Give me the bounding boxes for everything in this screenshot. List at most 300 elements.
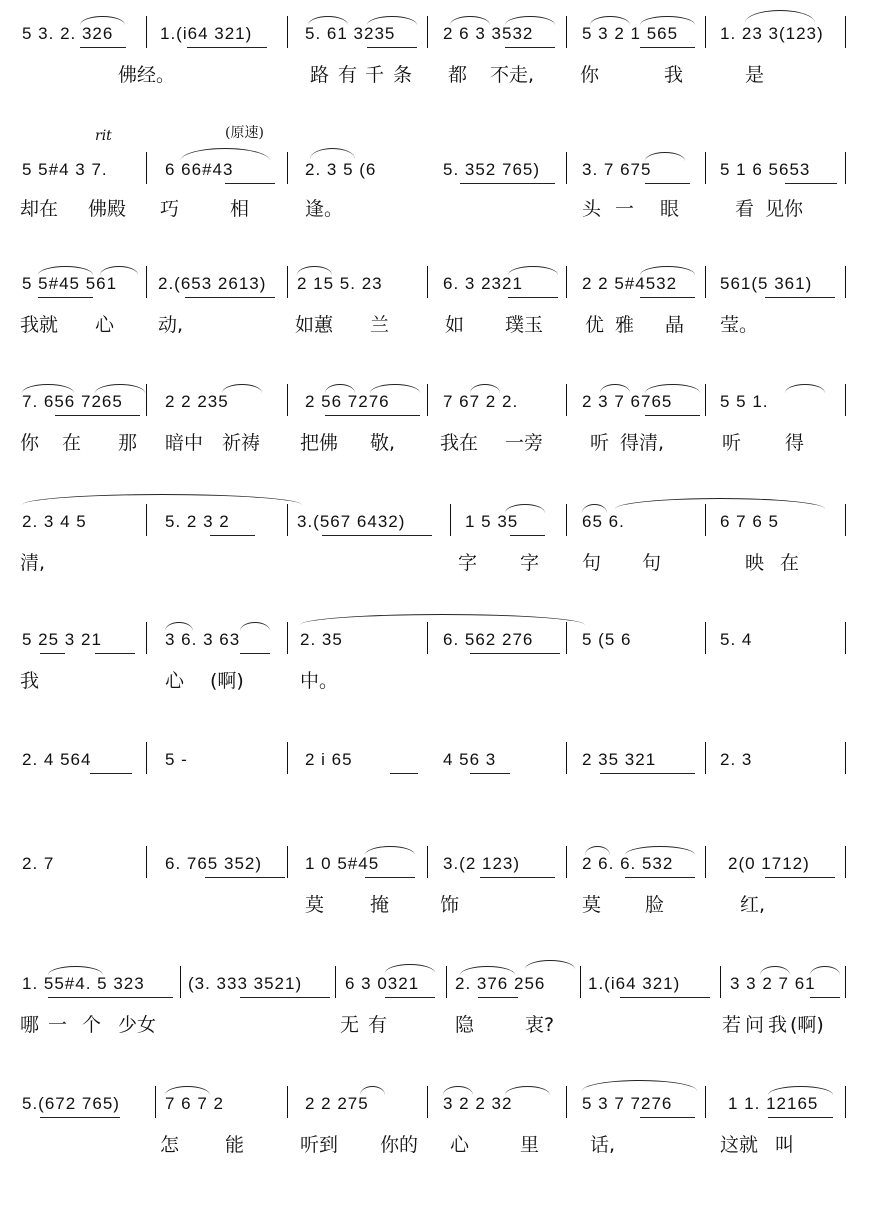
barline [845,1086,846,1118]
measure: 3. 7 675 [582,160,652,179]
slur [645,384,700,393]
measure: 2. 376 256 [455,974,546,993]
underline [185,297,275,298]
lyric: 祈祷 [222,432,261,454]
barline [287,266,288,298]
barline [845,622,846,654]
slur [240,622,270,631]
slur [505,504,545,513]
measure: 2 6. 6. 532 [582,854,674,873]
underline [322,535,432,536]
slur [470,384,500,393]
barline [720,966,721,998]
lyrics-line [0,430,873,460]
lyric: 那 [118,432,138,454]
score-system-5 [0,498,873,628]
lyric: 一 [48,1014,68,1036]
measure: 2 35 321 [582,750,657,769]
measure: 1 1. 12165 [728,1094,819,1113]
measure: 1.(i64 321) [160,24,253,43]
notation-line [0,260,873,302]
score-system-9 [0,960,873,1090]
slur [645,152,685,161]
lyric: 我 [20,670,40,692]
measure: 6. 765 352) [165,854,263,873]
underline [480,877,555,878]
lyric: 在 [780,552,800,574]
notation-line [0,736,873,778]
barline [566,846,567,878]
lyrics-line [0,312,873,342]
barline [705,846,706,878]
slur [95,384,145,393]
underline [765,877,835,878]
lyric: 路 [310,64,330,86]
measure: 3 3 2 7 61 [730,974,816,993]
underline [625,877,695,878]
underline [478,997,518,998]
slur [745,10,815,23]
barline [287,152,288,184]
measure: 5 1 6 5653 [720,160,811,179]
lyric: 心 [95,314,115,336]
measure: 2(0 1712) [728,854,810,873]
lyric: 莫 [305,894,325,916]
measure: 3 2 2 32 [443,1094,513,1113]
lyric: 少女 [118,1014,157,1036]
barline [335,966,336,998]
measure: 5 - [165,750,188,769]
barline [287,504,288,536]
underline [645,415,700,416]
measure: 1 5 35 [465,512,519,531]
lyric: 相 [230,198,250,220]
measure: 2. 3 5 (6 [305,160,377,179]
barline [287,742,288,774]
slur [760,966,790,975]
underline [510,535,545,536]
lyric: 得 [785,432,805,454]
lyric: 映 [745,552,765,574]
slur [460,966,515,975]
lyric: 这就 [720,1134,759,1156]
barline [566,742,567,774]
notation-line [0,146,873,188]
lyric: 一旁 [505,432,544,454]
slur [585,846,610,855]
lyric: 你 [20,432,40,454]
lyric: 莹。 [720,314,759,336]
lyric: 一 [615,198,635,220]
lyric: 听 [590,432,610,454]
lyric: 看 [735,198,755,220]
barline [427,622,428,654]
barline [287,846,288,878]
underline [390,773,418,774]
barline [845,504,846,536]
lyric: 璞玉 [505,314,544,336]
lyrics-line [0,196,873,226]
barline [146,384,147,416]
lyric: 动, [158,314,184,336]
barline [427,1086,428,1118]
lyric: 你 [580,64,600,86]
score-system-2 [0,125,873,260]
notation-line [0,840,873,882]
measure: 6 66#43 [165,160,234,179]
barline [427,16,428,48]
slur [360,1086,385,1095]
underline [640,47,695,48]
lyric: 晶 [665,314,685,336]
barline [845,266,846,298]
underline [325,415,420,416]
measure: 2. 4 564 [22,750,92,769]
barline [566,504,567,536]
barline [566,384,567,416]
underline [460,183,555,184]
barline [155,1086,156,1118]
measure: (3. 333 3521) [188,974,303,993]
lyric: 敬, [370,432,396,454]
barline [427,846,428,878]
slur [22,384,74,393]
lyric: 佛经。 [118,64,176,86]
lyric: 把佛 [300,432,339,454]
lyrics-line [0,1012,873,1042]
lyric: 我 [768,1014,788,1036]
measure: 5. 2 3 2 [165,512,230,531]
lyric: 听到 [300,1134,339,1156]
lyric: 我就 [20,314,59,336]
underline [505,47,555,48]
slur [385,964,435,973]
lyric: (啊) [210,670,244,692]
slur [640,266,695,275]
measure: 5.(672 765) [22,1094,120,1113]
measure: 2 56 7276 [305,392,390,411]
lyric: 优 [585,314,605,336]
lyric: 佛殿 [88,198,127,220]
score-system-3 [0,260,873,390]
lyric: 有 [338,64,358,86]
lyrics-line [0,550,873,580]
measure: 1. 23 3(123) [720,24,824,43]
lyric: 得清, [620,432,665,454]
notation-line [0,378,873,420]
underline [90,773,132,774]
barline [566,1086,567,1118]
barline [845,16,846,48]
measure: 2.(653 2613) [158,274,267,293]
lyric: 脸 [645,894,665,916]
measure: 2 6 3 3532 [443,24,534,43]
slur [508,266,558,275]
underline [187,47,267,48]
slur [310,148,355,159]
slur [370,384,420,393]
slur [367,16,417,25]
measure: 5 3. 2. 326 [22,24,114,43]
slur [297,266,332,275]
barline [845,384,846,416]
barline [845,846,846,878]
underline [810,997,840,998]
barline [287,16,288,48]
score-system-10 [0,1080,873,1210]
lyrics-line [0,668,873,698]
measure: 2. 7 [22,854,55,873]
underline [600,773,695,774]
measure: 5 5#4 3 7. [22,160,108,179]
barline [146,504,147,536]
underline [40,1117,120,1118]
underline [365,877,415,878]
lyric: 问 [745,1014,765,1036]
slur [325,384,355,393]
lyric: 都 [448,64,468,86]
lyric: 字 [458,552,478,574]
measure: 5 5#45 561 [22,274,118,293]
notation-line [0,1080,873,1122]
measure: 5 3 7 7276 [582,1094,673,1113]
underline [38,297,93,298]
lyric: 不走, [490,64,535,86]
lyric: 在 [62,432,82,454]
lyric: 心 [450,1134,470,1156]
slur [300,614,585,625]
ritardando-mark: rit [95,128,112,144]
slur [505,1086,550,1095]
lyric: 饰 [440,894,460,916]
barline [427,266,428,298]
barline [705,152,706,184]
barline [845,966,846,998]
barline [580,966,581,998]
underline [40,653,65,654]
slur [525,960,575,969]
measure: 5 3 2 1 565 [582,24,679,43]
slur [615,498,825,509]
barline [287,1086,288,1118]
lyric: 衷? [525,1014,555,1036]
lyric: (啊) [790,1014,824,1036]
slur [100,266,138,275]
barline [450,504,451,536]
underline [645,183,690,184]
measure: 7. 656 7265 [22,392,123,411]
measure: 2 2 275 [305,1094,369,1113]
barline [180,966,181,998]
barline [705,622,706,654]
slur [80,16,125,25]
slur [308,16,348,25]
underline [640,297,695,298]
underline [640,1117,695,1118]
lyric: 巧 [160,198,180,220]
barline [427,384,428,416]
slur [48,966,103,975]
measure: 5. 61 3235 [305,24,396,43]
barline [146,16,147,48]
lyric: 我 [664,64,684,86]
measure: 3.(567 6432) [297,512,406,531]
lyric: 话, [590,1134,616,1156]
lyric: 千 [365,64,385,86]
underline [225,183,275,184]
lyric: 莫 [582,894,602,916]
measure: 4 56 3 [443,750,497,769]
slur [582,1080,697,1091]
notation-line [0,498,873,540]
measure: 2 i 65 [305,750,353,769]
measure: 3.(2 123) [443,854,521,873]
measure: 5. 352 765) [443,160,541,179]
lyric: 清, [20,552,46,574]
measure: 2. 3 4 5 [22,512,87,531]
barline [446,966,447,998]
underline [508,297,558,298]
slur [365,846,415,855]
slur [222,384,262,393]
barline [566,152,567,184]
measure: 2 2 5#4532 [582,274,678,293]
lyric: 头 [582,198,602,220]
lyrics-line [0,62,873,92]
lyric: 句 [582,552,602,574]
measure: 7 6 7 2 [165,1094,224,1113]
barline [146,152,147,184]
lyric: 见你 [765,198,804,220]
lyric: 隐 [455,1014,475,1036]
measure: 2 15 5. 23 [297,274,383,293]
measure: 1 0 5#45 [305,854,380,873]
lyric: 中。 [300,670,339,692]
underline [48,997,173,998]
lyric: 无 [340,1014,360,1036]
barline [705,1086,706,1118]
score-system-4 [0,378,873,508]
underline [367,47,417,48]
score-system-1 [0,10,873,140]
lyric: 眼 [660,198,680,220]
lyrics-line [0,892,873,922]
lyrics-line [0,1132,873,1162]
tempo-mark: (原速) [225,125,264,141]
barline [845,742,846,774]
measure: 2 3 7 6765 [582,392,673,411]
lyric: 若 [722,1014,742,1036]
slur [450,16,490,25]
barline [566,622,567,654]
lyric: 能 [225,1134,245,1156]
lyric: 掩 [370,894,390,916]
lyric: 有 [368,1014,388,1036]
slur [582,504,607,513]
lyric: 雅 [615,314,635,336]
barline [146,846,147,878]
underline [240,997,330,998]
slur [785,384,825,393]
slur [640,16,695,25]
measure: 7 67 2 2. [443,392,519,411]
slur [505,16,555,25]
measure: 2 2 235 [165,392,229,411]
lyric: 哪 [20,1014,40,1036]
lyric: 字 [520,552,540,574]
slur [600,384,630,393]
lyric: 怎 [160,1134,180,1156]
barline [705,384,706,416]
underline [768,1117,833,1118]
lyric: 暗中 [165,432,204,454]
measure: 1.(i64 321) [588,974,681,993]
measure: 6 3 0321 [345,974,420,993]
underline [80,47,126,48]
lyric: 是 [745,64,765,86]
lyric: 条 [393,64,413,86]
lyric: 如蕙 [295,314,334,336]
underline [470,773,510,774]
slur [165,622,193,631]
measure: 2. 35 [300,630,343,649]
slur [810,966,840,975]
measure: 561(5 361) [720,274,813,293]
lyric: 个 [82,1014,102,1036]
underline [210,535,255,536]
underline [620,997,710,998]
lyric: 听 [722,432,742,454]
underline [785,183,837,184]
underline [55,415,140,416]
barline [146,742,147,774]
measure: 1. 55#4. 5 323 [22,974,145,993]
barline [146,266,147,298]
barline [566,16,567,48]
barline [705,266,706,298]
barline [705,742,706,774]
notation-line [0,10,873,52]
lyric: 我在 [440,432,479,454]
underline [205,877,285,878]
notation-line [0,960,873,1002]
barline [845,152,846,184]
score-system-6 [0,616,873,746]
slur [625,846,695,855]
barline [287,384,288,416]
underline [95,653,135,654]
lyric: 如 [445,314,465,336]
measure: 2. 3 [720,750,753,769]
measure: 5 5 1. [720,392,769,411]
measure: 65 6. [582,512,625,531]
score-system-8 [0,840,873,970]
lyric: 心 [165,670,185,692]
lyric: 逢。 [305,198,344,220]
lyric: 红, [740,894,766,916]
measure: 5. 4 [720,630,753,649]
underline [765,297,835,298]
notation-line [0,616,873,658]
measure: 5 (5 6 [582,630,632,649]
barline [287,622,288,654]
measure: 3 6. 3 63 [165,630,241,649]
underline [240,653,270,654]
barline [566,266,567,298]
slur [180,148,270,161]
underline [385,997,435,998]
lyric: 你的 [380,1134,419,1156]
